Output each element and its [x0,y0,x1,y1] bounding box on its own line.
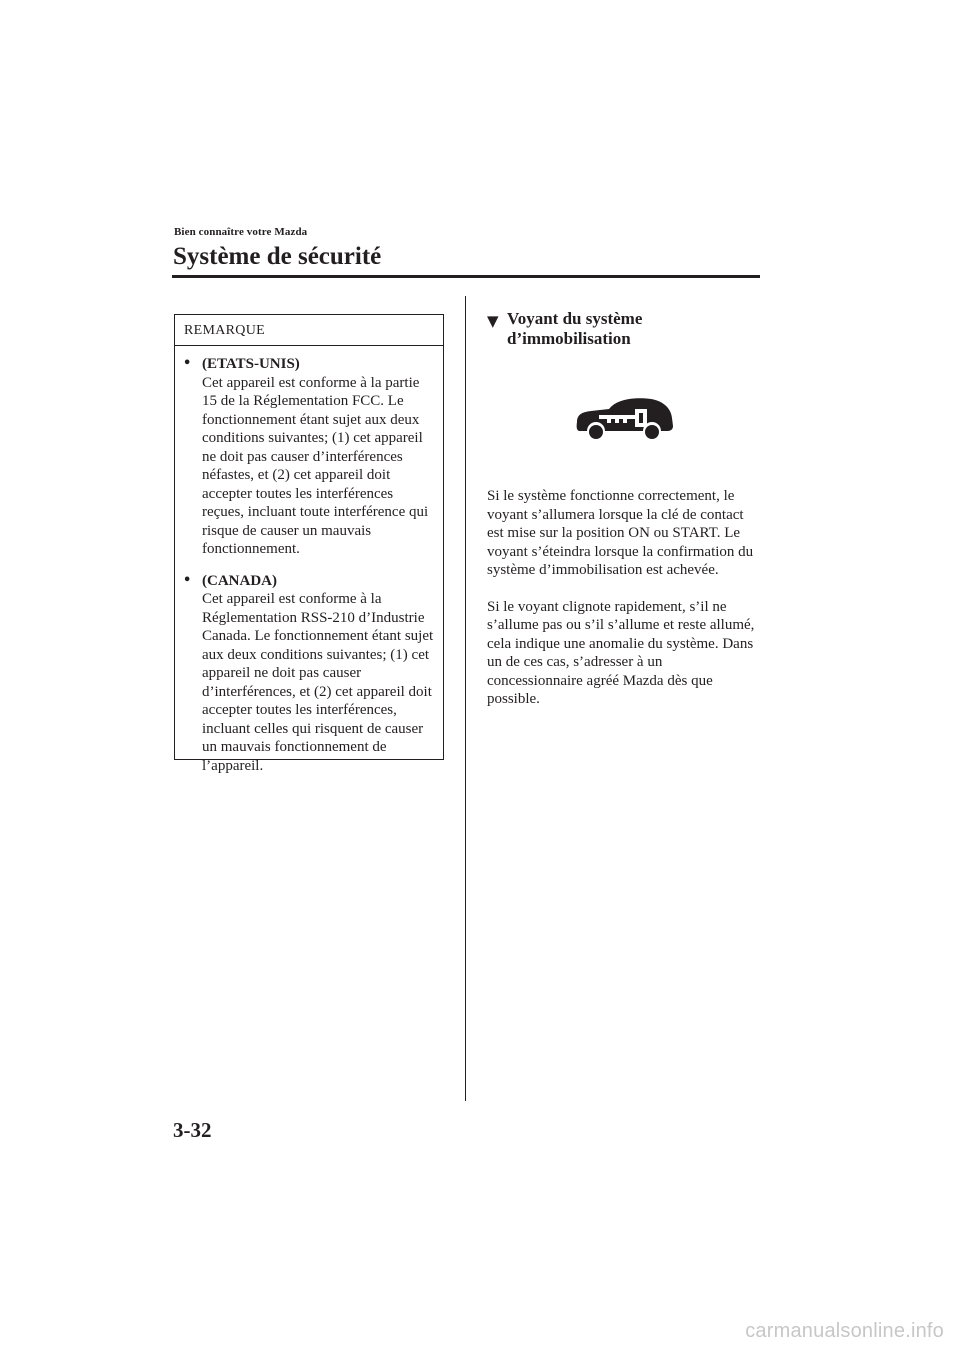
triangle-down-icon: ▼ [487,312,499,330]
immobilizer-car-key-icon [571,394,677,442]
note-header: REMARQUE [175,315,443,346]
column-divider [465,296,466,1101]
note-item-text: Cet appareil est conforme à la partie 15 de la Réglementation FCC. Le fonctionnement étant sujet aux deux conditions suivantes; (1) cet appareil ne doit pas causer d’interférences néfastes, et (2) cet appareil doit accepter toutes les interférences reçues, incluant toute interférence qui risque de causer un mauvais fonctionnement. [202,374,429,557]
note-item-label: (CANADA) [202,572,277,589]
note-item-label: (ETATS-UNIS) [202,356,300,372]
note-item-usa [183,355,437,559]
section-body [487,487,761,727]
page-title: Système de sécurité [173,243,382,270]
title-rule [172,275,760,278]
note-body [175,346,443,775]
paragraph: Si le voyant clignote rapidement, s’il ne s’allume pas ou s’il s’allume et reste allumé, cela indique une anomalie du système. Dans un de ces cas, s’adresser à un concessionnaire agréé Mazda dès que possible. [487,598,755,707]
note-item-text: Cet appareil est conforme à la Réglementation RSS-210 d’Industrie Canada. Le fonctionnement étant sujet aux deux conditions suivantes; (1) cet appareil ne doit pas causer d’interférences, et (2) cet appareil doit accepter toutes les interférences, incluant celles qui risquent de causer un mauvais fonctionnement de l’appareil. [202,591,434,774]
paragraph: Si le système fonctionne correctement, le voyant s’allumera lorsque la clé de contact est mise sur la position ON ou START. Le voyant s’éteindra lorsque la confirmation du système d’immobilisation est achevée. [487,488,754,578]
section-heading [487,309,747,349]
watermark: carmanualsonline.info [745,1320,944,1342]
note-box [174,314,444,774]
bullet-icon: • [183,356,192,371]
section-heading-text: Voyant du système d’immobilisation [507,309,643,348]
breadcrumb: Bien connaître votre Mazda [174,226,308,238]
page-number: 3-32 [173,1118,212,1142]
note-item-canada [183,572,437,776]
bullet-icon: • [183,572,192,588]
